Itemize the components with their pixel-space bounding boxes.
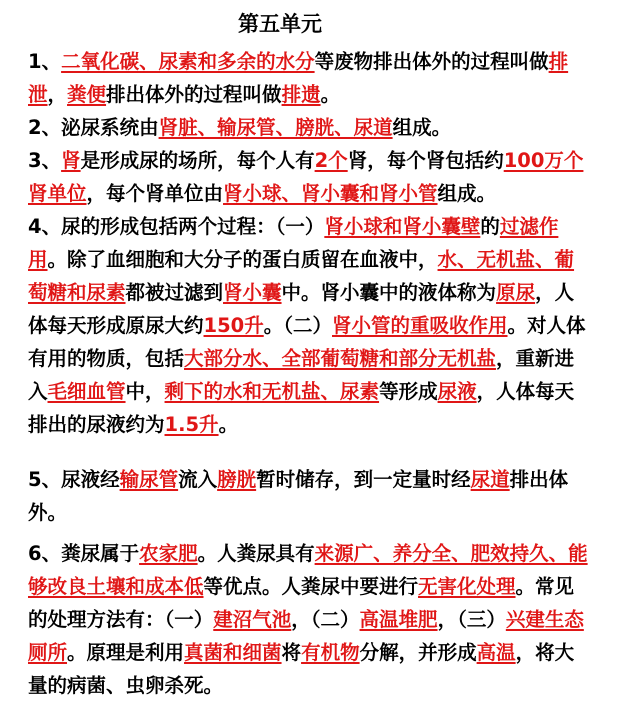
paragraph-3 (28, 144, 588, 210)
body-text: 组成。 (392, 116, 452, 139)
body-text: 等优点。人粪尿中要进行 (203, 575, 419, 598)
body-text: 。人粪尿具有 (197, 542, 315, 565)
body-text: 等形成 (379, 380, 438, 403)
key-term: 高温堆肥 (359, 608, 438, 631)
body-text: 5、尿液经 (28, 468, 120, 491)
key-term: 输尿管 (119, 468, 179, 491)
body-text: 的 (480, 215, 500, 238)
key-term: 100万个肾单位 (28, 149, 584, 205)
key-term: 毛细血管 (47, 380, 126, 403)
paragraph-5 (28, 463, 588, 529)
key-term: 1.5升 (164, 413, 219, 436)
body-text: 流入 (178, 468, 218, 491)
body-text: 等废物排出体外的过程叫做 (314, 50, 549, 73)
key-term: 肾小管的重吸收作用 (332, 314, 508, 337)
body-text: 。除了血细胞和大分子的蛋白质留在血液中， (47, 248, 438, 271)
key-term: 农家肥 (139, 542, 198, 565)
key-term: 肾 (61, 149, 81, 172)
body-text: 将 (281, 641, 302, 664)
body-text: ，人体每天形成原尿大约 (28, 281, 575, 337)
body-text: ，（三） (437, 608, 506, 631)
key-term: 粪便 (67, 83, 107, 106)
body-text: ，重新进入 (28, 347, 575, 403)
body-text: ，（二） (291, 608, 360, 631)
body-text: 。 (320, 83, 341, 106)
body-text: ，将大量的病菌、虫卵杀死。 (28, 641, 575, 697)
key-term: 兴建生态厕所 (28, 608, 584, 664)
body-text: 排出体外。 (28, 468, 569, 524)
unit-title: 第五单元 (238, 12, 322, 36)
key-term: 尿液 (437, 380, 477, 403)
body-text: 1、 (28, 50, 62, 73)
key-term: 建沼气池 (213, 608, 292, 631)
key-term: 肾脏、输尿管、膀胱、尿道 (158, 116, 393, 139)
key-term: 过滤作用 (28, 215, 559, 271)
body-text: 都被过滤到 (125, 281, 224, 304)
body-text: 。常见的处理方法有：（一） (28, 575, 575, 631)
body-text: 中。肾小囊中的液体称为 (281, 281, 497, 304)
body-text: 4、尿的形成包括两个过程：（一） (28, 215, 325, 238)
body-text: 6、粪尿属于 (28, 542, 140, 565)
body-text: 。（二） (263, 314, 332, 337)
body-text: 。对人体有用的物质，包括 (28, 314, 586, 370)
key-term: 2个 (314, 149, 348, 172)
key-term: 高温 (476, 641, 516, 664)
paragraph-2 (28, 111, 588, 144)
body-text: 中， (125, 380, 165, 403)
key-term: 肾小球、肾小囊和肾小管 (223, 182, 438, 205)
paragraph-6 (28, 537, 588, 702)
paragraph-4 (28, 210, 588, 441)
body-text: ，人体每天排出的尿液约为 (28, 380, 575, 436)
key-term: 二氧化碳、尿素和多余的水分 (61, 50, 315, 73)
key-term: 大部分水、全部葡萄糖和部分无机盐 (184, 347, 497, 370)
body-text: ，每个肾单位由 (86, 182, 224, 205)
key-term: 真菌和细菌 (184, 641, 282, 664)
key-term: 150升 (203, 314, 264, 337)
key-term: 剩下的水和无机盐、尿素 (164, 380, 380, 403)
key-term: 排泄 (28, 50, 569, 106)
body-text: 2、泌尿系统由 (28, 116, 159, 139)
body-text: 排出体外的过程叫做 (106, 83, 282, 106)
key-term: 无害化处理 (418, 575, 516, 598)
key-term: 肾小球和肾小囊壁 (324, 215, 481, 238)
key-term: 来源广、养分全、肥效持久、能够改良土壤和成本低 (28, 542, 588, 598)
body-text: 肾，每个肾包括约 (347, 149, 504, 172)
body-text: 暂时储存，到一定量时经 (256, 468, 471, 491)
key-term: 水、无机盐、葡萄糖和尿素 (28, 248, 575, 304)
key-term: 膀胱 (217, 468, 257, 491)
key-term: 肾小囊 (223, 281, 282, 304)
key-term: 排遗 (281, 83, 321, 106)
body-text: 组成。 (437, 182, 497, 205)
body-text: 是形成尿的场所，每个人有 (80, 149, 315, 172)
body-text: ， (47, 83, 68, 106)
paragraph-1 (28, 45, 588, 111)
body-text: 3、 (28, 149, 62, 172)
body-text: 。 (218, 413, 239, 436)
body-text: 。原理是利用 (67, 641, 185, 664)
key-term: 原尿 (496, 281, 536, 304)
key-term: 尿道 (470, 468, 510, 491)
body-text: 分解，并形成 (359, 641, 477, 664)
key-term: 有机物 (301, 641, 360, 664)
